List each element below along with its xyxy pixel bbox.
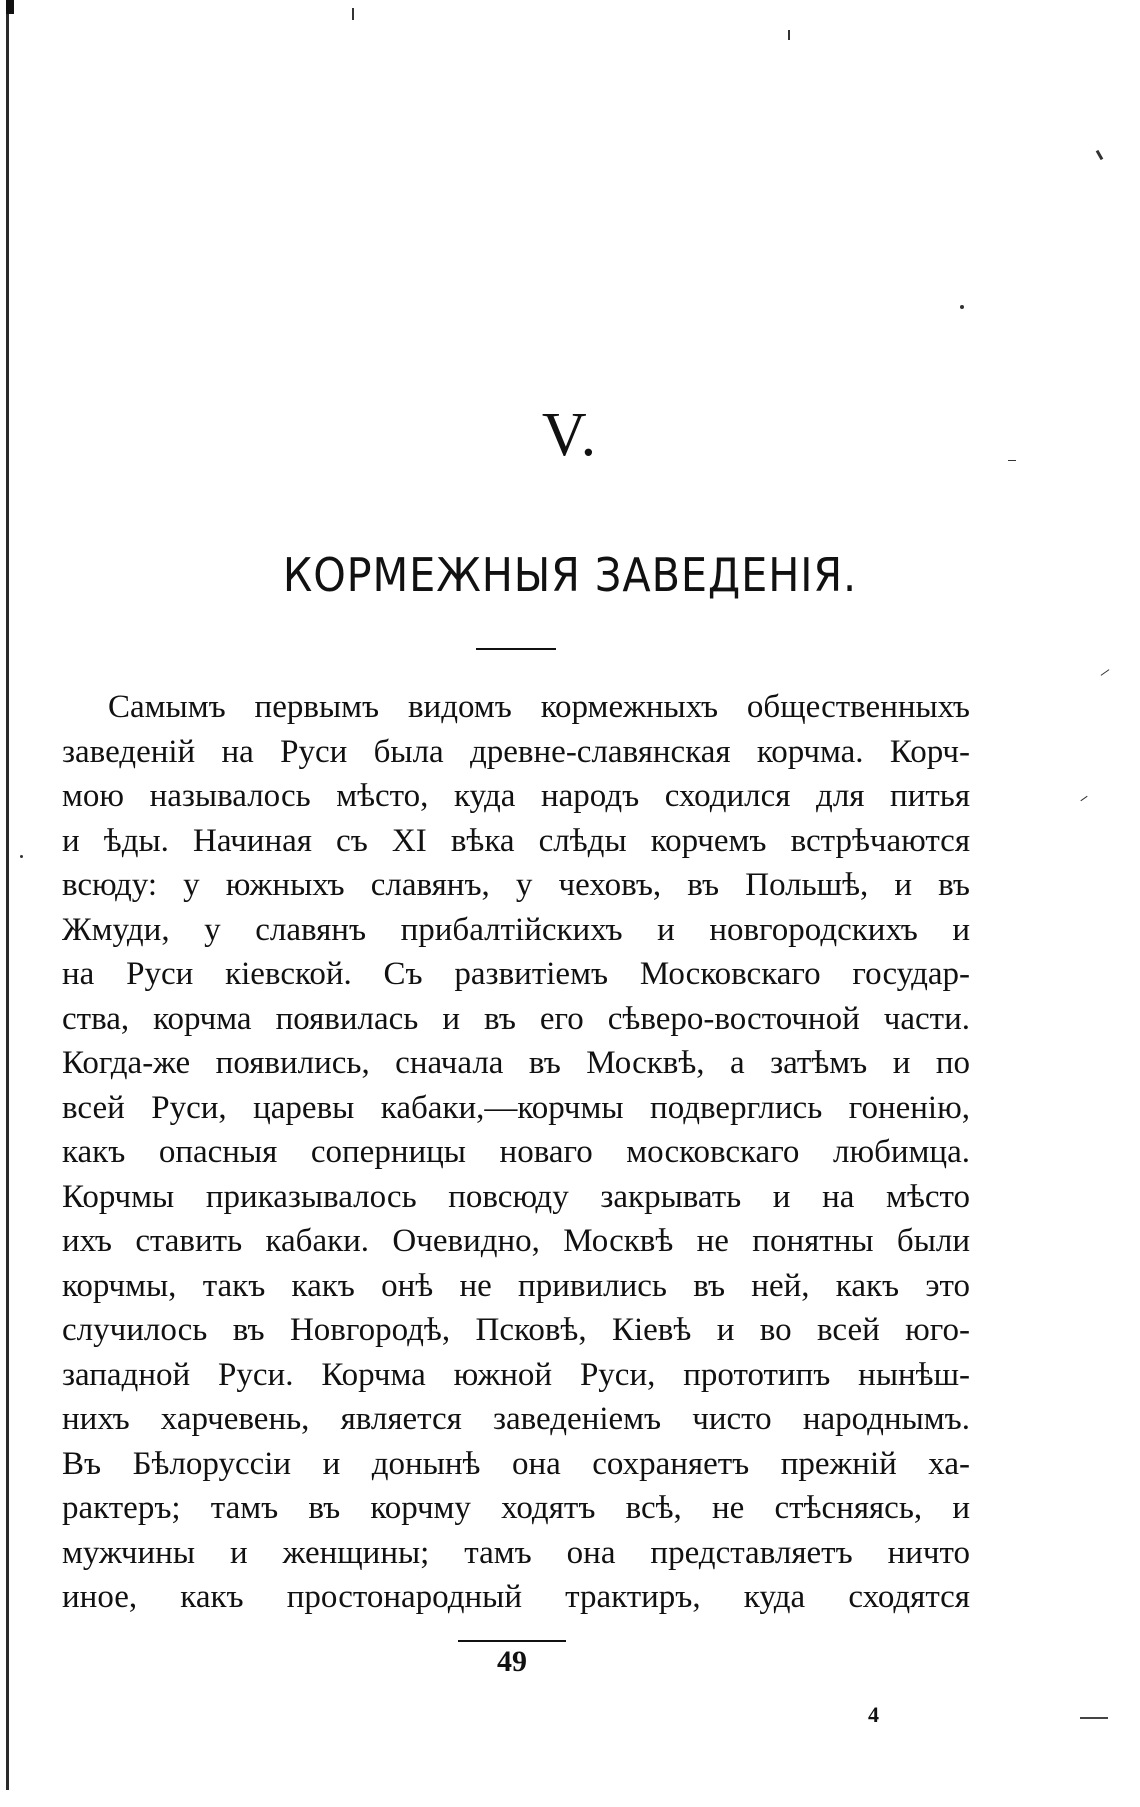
scan-corner-mark	[6, 0, 14, 14]
scan-speck	[20, 855, 23, 858]
signature-mark: 4	[868, 1702, 879, 1727]
scan-speck	[352, 8, 354, 20]
text-line: и ѣды. Начиная съ XI вѣка слѣды корчемъ встрѣчаются	[62, 822, 970, 859]
text-line: всюду: у южныхъ славянъ, у чеховъ, въ Польшѣ, и въ	[62, 867, 970, 903]
text-line: Корчмы приказывалось повсюду закрывать и на мѣсто	[62, 1178, 970, 1215]
page-number: 49	[497, 1645, 527, 1678]
text-line: Жмуди, у славянъ прибалтійскихъ и новгородскихъ и	[62, 911, 970, 948]
text-line: всей Руси, царевы кабаки,—корчмы подверглись гоненію,	[62, 1089, 970, 1126]
text-line: корчмы, такъ какъ онѣ не привились въ ней, какъ это	[62, 1267, 970, 1304]
text-line: нихъ харчевень, является заведеніемъ чисто народнымъ.	[62, 1401, 970, 1437]
scan-speck	[1096, 150, 1104, 160]
text-line: иное, какъ простонародный трактиръ, куда сходятся	[62, 1579, 970, 1615]
scan-left-edge	[6, 0, 9, 1790]
text-line: какъ опасныя соперницы новаго московскаго любимца.	[62, 1134, 970, 1170]
margin-dash	[1080, 1717, 1108, 1719]
text-line: случилось въ Новгородѣ, Псковѣ, Кіевѣ и во всей юго-	[62, 1312, 970, 1348]
scan-speck	[960, 305, 964, 309]
text-line: ства, корчма появилась и въ его сѣверо-восточной части.	[62, 1000, 970, 1037]
chapter-title: КОРМЕЖНЫЯ ЗАВЕДЕНІЯ.	[282, 548, 858, 602]
scan-speck	[788, 30, 790, 40]
text-line: на Руси кіевской. Съ развитіемъ Московскаго государ-	[62, 956, 970, 992]
text-line: рактеръ; тамъ въ корчму ходятъ всѣ, не стѣсняясь, и	[62, 1490, 970, 1526]
scan-speck	[1101, 669, 1110, 676]
text-line: мою называлось мѣсто, куда народъ сходился для питья	[62, 778, 970, 814]
text-line: Въ Бѣлоруссіи и донынѣ она сохраняетъ прежній ха-	[62, 1445, 970, 1482]
text-line: ихъ ставить кабаки. Очевидно, Москвѣ не понятны были	[62, 1223, 970, 1259]
scan-speck	[1080, 796, 1087, 801]
text-line: заведеній на Руси была древне-славянская корчма. Корч-	[62, 733, 970, 770]
title-rule	[476, 648, 556, 650]
text-line: Когда-же появились, сначала въ Москвѣ, а затѣмъ и по	[62, 1045, 970, 1081]
text-line: Самымъ первымъ видомъ кормежныхъ общественныхъ	[108, 689, 970, 725]
text-line: мужчины и женщины; тамъ она представляетъ ничто	[62, 1534, 970, 1571]
body-paragraph	[62, 685, 970, 1620]
text-line: западной Руси. Корчма южной Руси, прототипъ нынѣш-	[62, 1356, 970, 1393]
chapter-number: V.	[541, 401, 599, 469]
